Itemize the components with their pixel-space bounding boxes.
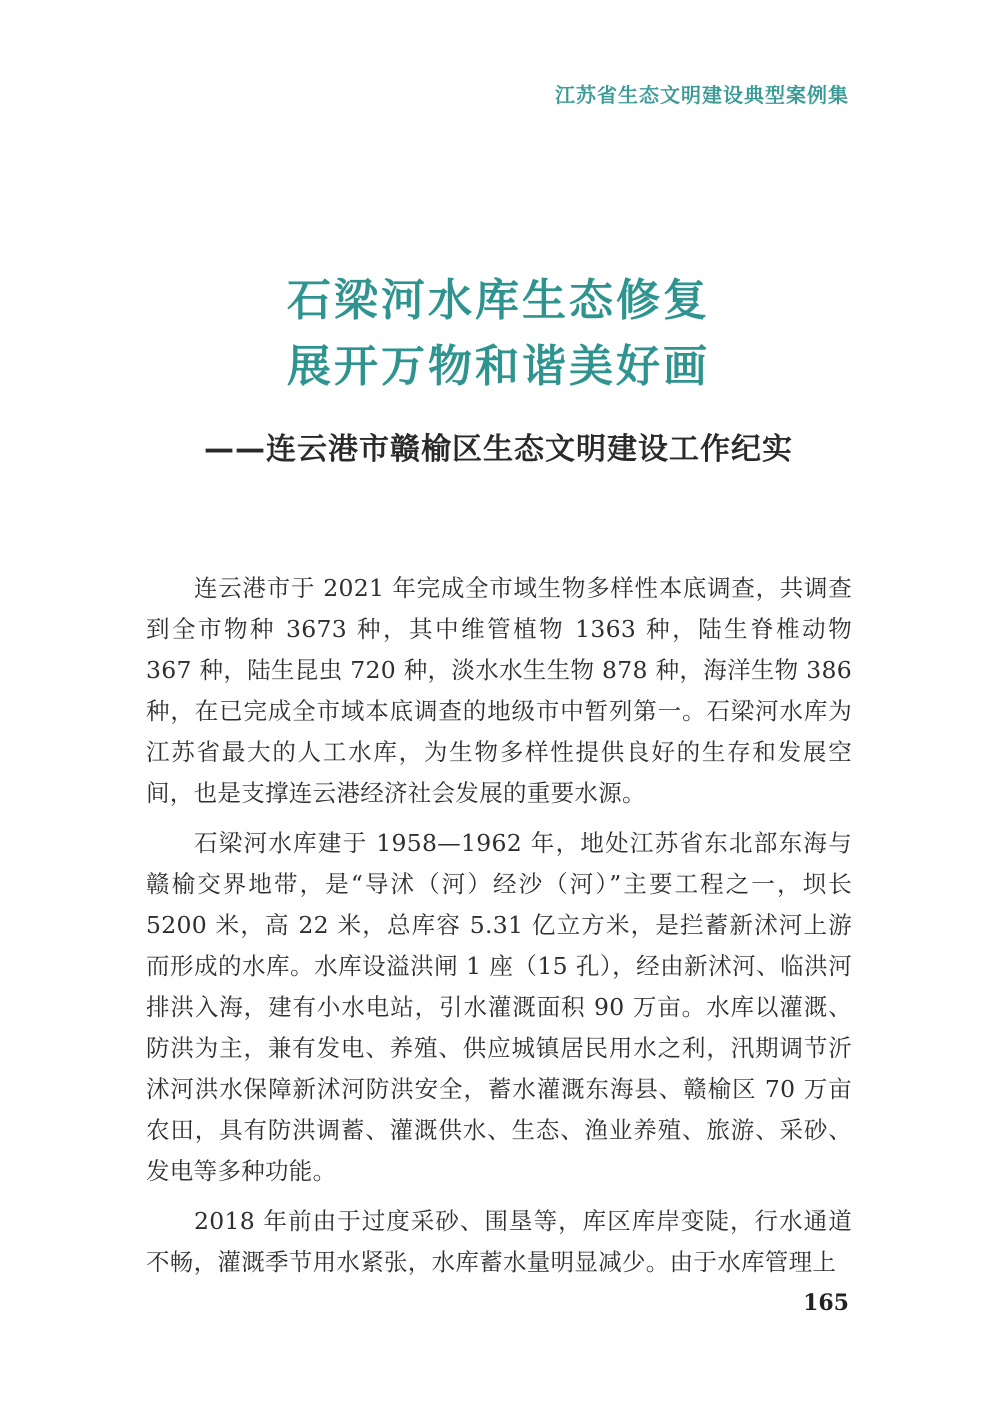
article-subtitle: ——连云港市赣榆区生态文明建设工作纪实: [204, 432, 793, 467]
article-body: [146, 568, 852, 1292]
page-number: 165: [803, 1290, 849, 1316]
article-title: [0, 268, 997, 400]
running-header: 江苏省生态文明建设典型案例集: [555, 83, 849, 107]
title-line-2: 展开万物和谐美好画: [287, 341, 710, 392]
paragraph-1: 连云港市于 2021 年完成全市域生物多样性本底调查，共调查到全市物种 3673 种，其中维管植物 1363 种，陆生脊椎动物 367 种，陆生昆虫 720 种，淡水水生生物 878 种，海洋生物 386 种，在已完成全市域本底调查的地级市中暂列第一。石梁河水库为江苏省最大的人工水库，为生物多样性提供良好的生存和发展空间，也是支撑连云港经济社会发展的重要水源。: [146, 574, 852, 807]
title-line-1: 石梁河水库生态修复: [287, 275, 710, 326]
paragraph-2: 石梁河水库建于 1958—1962 年，地处江苏省东北部东海与赣榆交界地带，是“导沭（河）经沙（河）”主要工程之一，坝长 5200 米，高 22 米，总库容 5.31 亿立方米，是拦蓄新沭河上游而形成的水库。水库设溢洪闸 1 座（15 孔），经由新沭河、临洪河排洪入海，建有小水电站，引水灌溉面积 90 万亩。水库以灌溉、防洪为主，兼有发电、养殖、供应城镇居民用水之利，汛期调节沂沭河洪水保障新沭河防洪安全，蓄水灌溉东海县、赣榆区 70 万亩农田，具有防洪调蓄、灌溉供水、生态、渔业养殖、旅游、采砂、发电等多种功能。: [146, 829, 852, 1185]
paragraph-3: 2018 年前由于过度采砂、围垦等，库区库岸变陡，行水通道不畅，灌溉季节用水紧张，水库蓄水量明显减少。由于水库管理上: [146, 1207, 852, 1276]
